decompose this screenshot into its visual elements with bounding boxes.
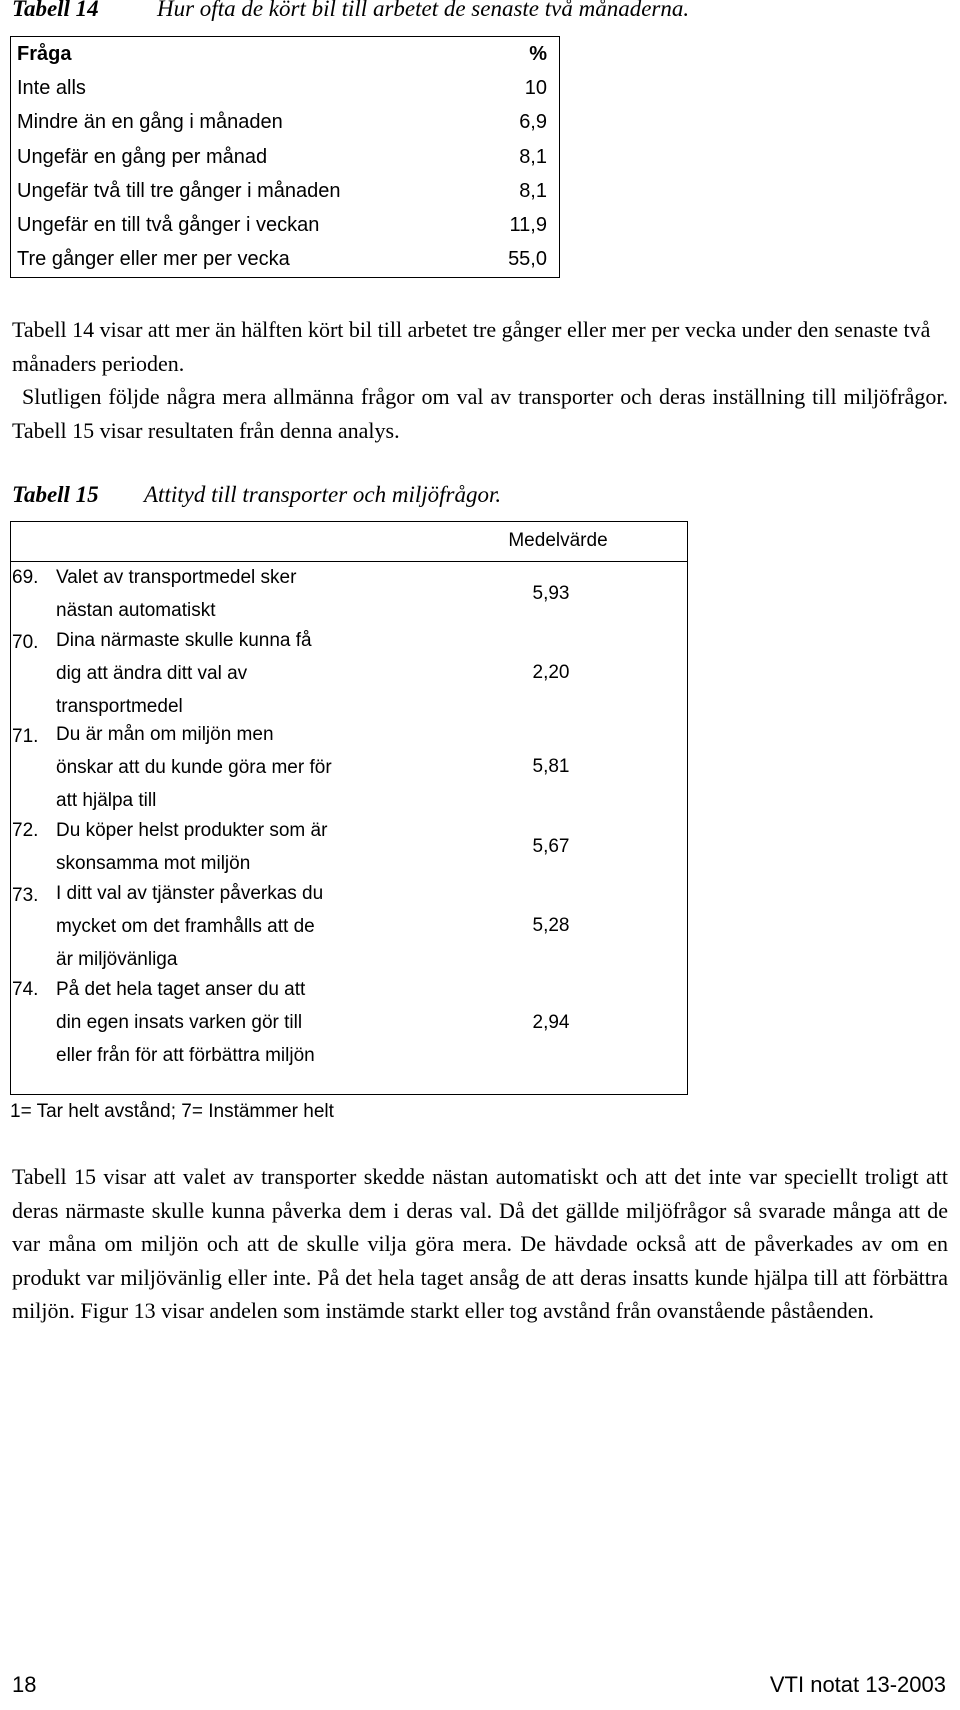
body-text-discussion (12, 1160, 948, 1328)
table-row (10, 973, 688, 1072)
table15-caption (12, 482, 501, 508)
body-text-intro (12, 313, 948, 447)
table14-header-percent: % (529, 42, 547, 65)
mean-value: 5,28 (532, 915, 570, 936)
page-number: 18 (12, 1672, 37, 1697)
table14-header-row (11, 37, 559, 71)
question-text (56, 624, 416, 723)
question-number: 74. (12, 979, 39, 1000)
question-line: att hjälpa till (56, 789, 157, 811)
table14-cell-percent: 11,9 (509, 214, 547, 237)
question-text (56, 718, 416, 817)
table14-cell-percent: 10 (524, 76, 547, 99)
table-row (11, 208, 559, 242)
mean-value: 5,81 (532, 756, 570, 777)
table-row (11, 174, 559, 208)
question-number: 72. (12, 820, 39, 841)
table15-header-mean: Medelvärde (508, 530, 608, 551)
table15-scale-note: 1= Tar helt avstånd; 7= Instämmer helt (10, 1101, 334, 1122)
table14-caption (12, 0, 689, 22)
table-row (11, 243, 559, 277)
question-text (56, 561, 416, 627)
question-line: transportmedel (56, 695, 183, 717)
question-number: 70. (12, 632, 39, 653)
table-row (10, 879, 688, 973)
table14-cell-question: Ungefär två till tre gånger i månaden (17, 179, 341, 202)
question-line: är miljövänliga (56, 948, 178, 970)
report-id: VTI notat 13-2003 (769, 1672, 946, 1697)
table-row (11, 140, 559, 174)
paragraph-1: Tabell 14 visar att mer än hälften kört bil till arbetet tre gånger eller mer per vecka under den senaste två månaders perioden. (12, 317, 931, 376)
question-line: mycket om det framhålls att de (56, 915, 315, 937)
table-row (10, 626, 688, 720)
table14-header-question: Fråga (17, 42, 72, 65)
table14-cell-question: Tre gånger eller mer per vecka (17, 248, 290, 271)
table-row (10, 561, 688, 626)
table15-label: Tabell 15 (12, 482, 99, 507)
table14-cell-percent: 8,1 (519, 145, 547, 168)
question-text (56, 973, 416, 1072)
mean-value: 2,94 (532, 1011, 570, 1033)
table-row (10, 814, 688, 879)
table14-label: Tabell 14 (12, 0, 99, 21)
paragraph-3: Tabell 15 visar att valet av transporter skedde nästan automatiskt och att det inte var speciellt troligt att deras närmaste skulle kunna påverka dem i deras val. Då det gällde miljöfrågor så svarade många att de var måna om miljön och att de skulle vilja göra mera. De hävdade också att de påverkades av om en produkt var miljövänlig eller inte. På det hela taget ansåg de att deras insatts kunde hjälpa till att förbättra miljön. Figur 13 visar andelen som instämde starkt eller tog avstånd från ovanstående påståenden. (12, 1164, 948, 1323)
paragraph-2: Slutligen följde några mera allmänna frågor om val av transporter och deras inställning till miljöfrågor. Tabell 15 visar resultaten från denna analys. (12, 384, 948, 443)
table-row (10, 720, 688, 814)
table15 (10, 521, 688, 1122)
table-row (11, 71, 559, 105)
question-line: På det hela taget anser du att (56, 979, 306, 1000)
table15-title: Attityd till transporter och miljöfrågor. (144, 482, 502, 507)
question-line: Dina närmaste skulle kunna få (56, 629, 312, 651)
table14 (10, 36, 560, 278)
table14-cell-question: Inte alls (17, 76, 86, 99)
question-text (56, 814, 416, 880)
table14-cell-percent: 6,9 (519, 111, 547, 134)
mean-value: 5,93 (532, 582, 570, 604)
question-line: Valet av transportmedel sker (56, 566, 297, 588)
table14-cell-percent: 8,1 (519, 179, 547, 202)
question-line: I ditt val av tjänster påverkas du (56, 882, 324, 904)
question-line: önskar att du kunde göra mer för (56, 756, 332, 778)
table14-cell-question: Mindre än en gång i månaden (17, 111, 283, 134)
question-line: skonsamma mot miljön (56, 852, 251, 874)
question-line: eller från för att förbättra miljön (56, 1045, 315, 1066)
table14-title: Hur ofta de kört bil till arbetet de senaste två månaderna. (157, 0, 690, 21)
question-number: 73. (12, 885, 39, 906)
question-line: din egen insats varken gör till (56, 1012, 303, 1033)
table14-cell-question: Ungefär en till två gånger i veckan (17, 214, 320, 237)
question-number: 71. (12, 726, 39, 747)
table-row (11, 106, 559, 140)
mean-value: 2,20 (532, 662, 570, 683)
question-line: Du köper helst produkter som är (56, 819, 328, 841)
mean-value: 5,67 (532, 835, 570, 857)
table14-cell-question: Ungefär en gång per månad (17, 145, 268, 168)
table14-cell-percent: 55,0 (508, 248, 547, 271)
question-line: Du är mån om miljön men (56, 723, 274, 745)
question-text (56, 877, 416, 976)
question-line: nästan automatiskt (56, 599, 216, 621)
question-line: dig att ändra ditt val av (56, 662, 248, 684)
question-number: 69. (12, 567, 39, 588)
